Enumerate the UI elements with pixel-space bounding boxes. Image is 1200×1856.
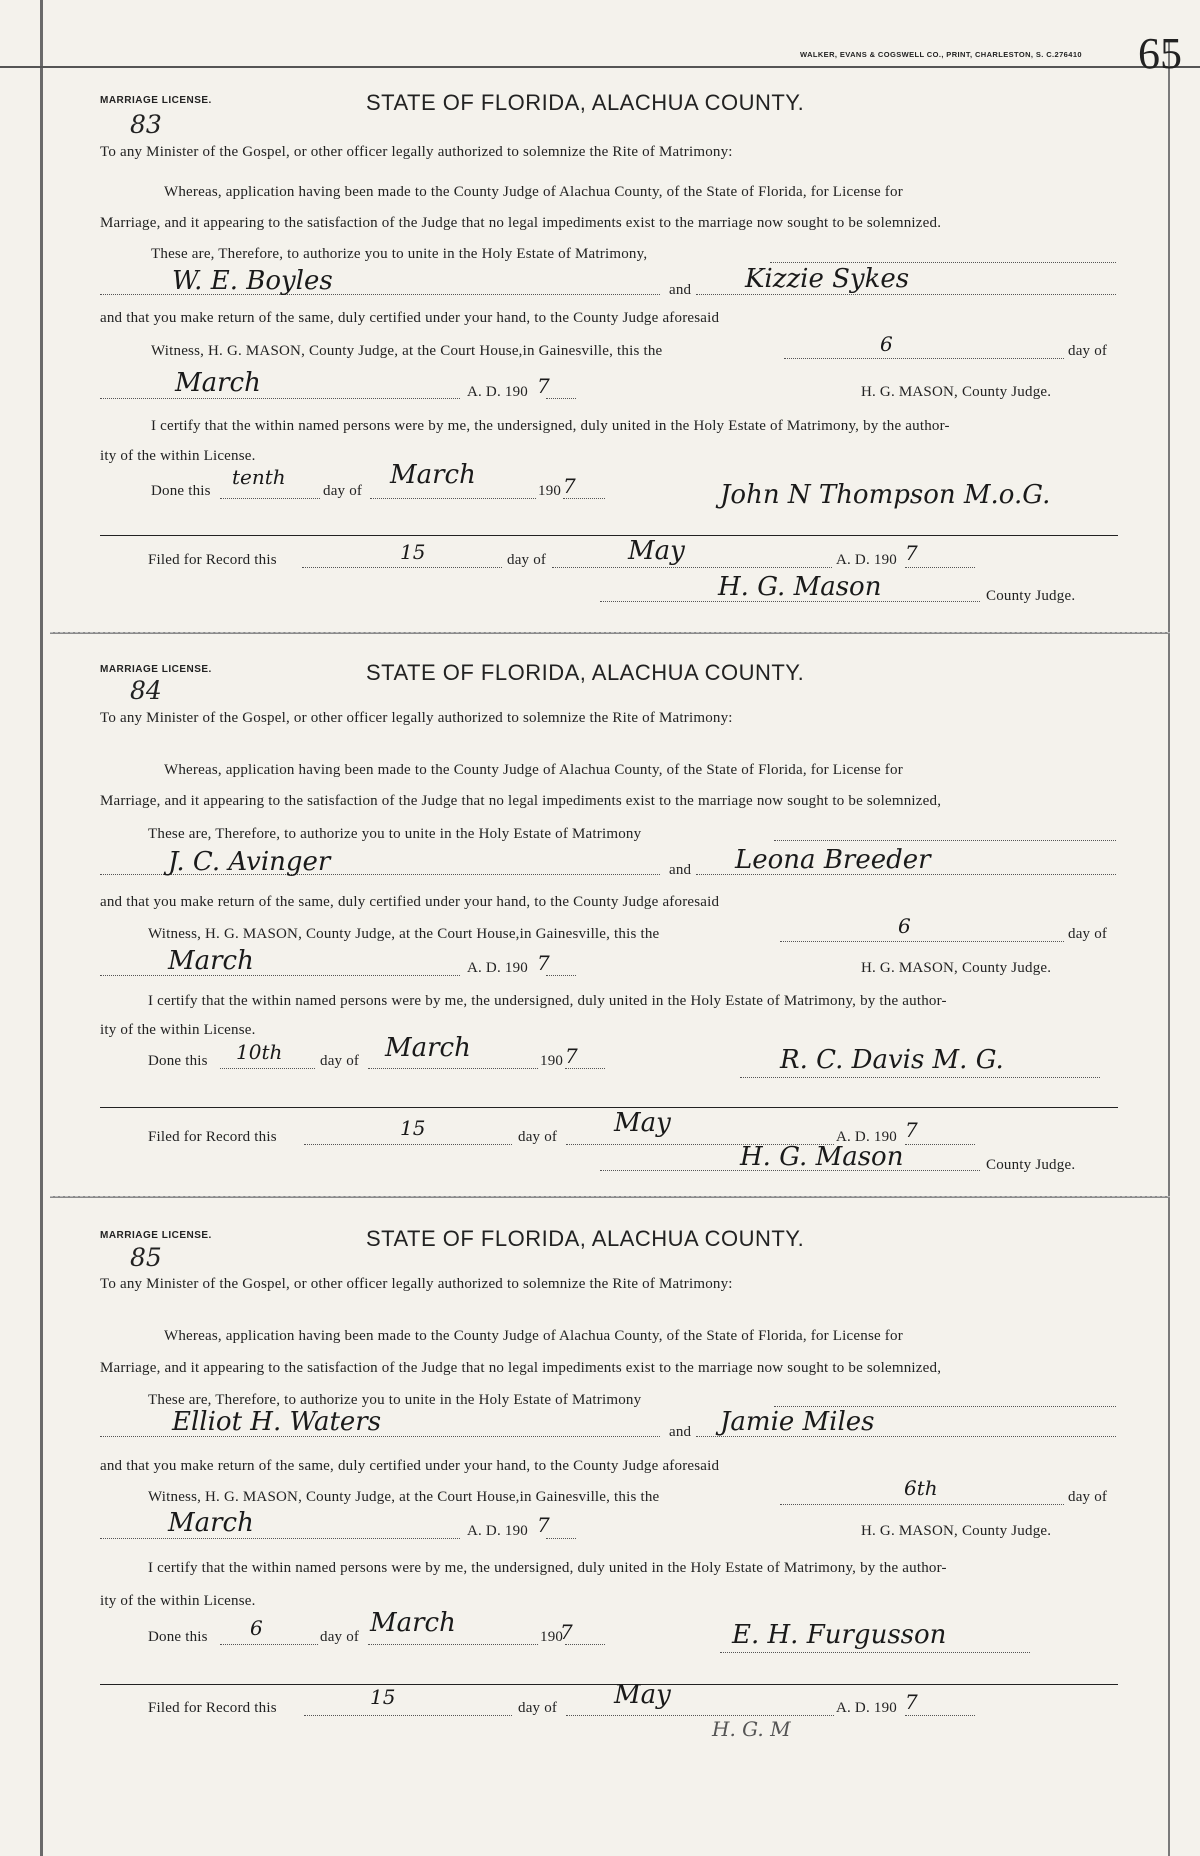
done-this-label: Done this — [151, 483, 211, 499]
done-day-blank — [220, 498, 320, 499]
day-of-label: day of — [1068, 343, 1108, 359]
filed-year-blank — [905, 1715, 975, 1716]
filed-label: Filed for Record this — [148, 1700, 277, 1716]
judge-signature-label: H. G. MASON, County Judge. — [861, 1523, 1052, 1539]
page-number: 65 — [1138, 29, 1182, 78]
therefore-line: These are, Therefore, to authorize you to unite in the Holy Estate of Matrimony — [148, 826, 642, 842]
issue-day: 6th — [904, 1476, 938, 1500]
license-number: 83 — [130, 110, 162, 139]
issue-year-blank — [546, 1538, 576, 1539]
license-number: 84 — [130, 676, 162, 705]
return-line: and that you make return of the same, duly certified under your hand, to the County Judge aforesaid — [100, 310, 720, 326]
issue-month: March — [175, 368, 261, 398]
witness-line: Witness, H. G. MASON, County Judge, at the Court House,in Gainesville, this the — [148, 1489, 660, 1505]
filed-day-of-label: day of — [518, 1700, 558, 1716]
ad-label: A. D. 190 — [467, 1523, 528, 1539]
done-year-digit: 7 — [565, 1044, 578, 1068]
done-this-label: Done this — [148, 1053, 208, 1069]
whereas-line-1: Whereas, application having been made to the County Judge of Alachua County, of the State of Florida, for License for — [164, 1328, 903, 1344]
done-month: March — [370, 1608, 456, 1638]
witness-line: Witness, H. G. MASON, County Judge, at the Court House,in Gainesville, this the — [148, 926, 660, 942]
done-month-blank — [368, 1068, 538, 1069]
issue-year-blank — [546, 975, 576, 976]
done-day: 10th — [236, 1040, 283, 1064]
issue-year-digit: 7 — [537, 1513, 550, 1537]
county-judge-label: County Judge. — [986, 588, 1076, 604]
issue-month: March — [168, 1508, 254, 1538]
done-day-of-label: day of — [320, 1053, 360, 1069]
filed-label: Filed for Record this — [148, 552, 277, 568]
bride-name: Jamie Miles — [720, 1407, 875, 1437]
issue-year-digit: 7 — [537, 374, 550, 398]
done-year-blank — [563, 498, 605, 499]
bride-name: Kizzie Sykes — [745, 264, 910, 294]
issue-month-blank — [100, 975, 460, 976]
done-day: 6 — [250, 1616, 263, 1640]
officiant-blank — [720, 1652, 1030, 1653]
whereas-line-2: Marriage, and it appearing to the satisfaction of the Judge that no legal impediments exist to the marriage now sought to be solemnized, — [100, 793, 942, 809]
filed-ad-label: A. D. 190 — [836, 1700, 897, 1716]
filed-day-of-label: day of — [518, 1129, 558, 1145]
filed-label: Filed for Record this — [148, 1129, 277, 1145]
done-month-blank — [368, 1644, 538, 1645]
issue-day-blank — [780, 1504, 1064, 1505]
filed-year-blank — [905, 567, 975, 568]
filed-rule — [100, 535, 1118, 536]
filed-judge-signature: H. G. Mason — [718, 572, 882, 602]
filed-judge-signature: H. G. Mason — [740, 1142, 904, 1172]
done-month: March — [385, 1033, 471, 1063]
filed-month-blank — [552, 567, 832, 568]
issue-day-blank — [780, 941, 1064, 942]
and-label: and — [669, 862, 692, 878]
printer-imprint: WALKER, EVANS & COGSWELL CO., PRINT, CHARLESTON, S. C.276410 — [800, 50, 1082, 59]
filed-day-blank — [304, 1715, 512, 1716]
therefore-line: These are, Therefore, to authorize you to unite in the Holy Estate of Matrimony — [148, 1392, 642, 1408]
officiant-signature: R. C. Davis M. G. — [780, 1045, 1004, 1075]
filed-year-digit: 7 — [905, 1690, 918, 1714]
page-right-edge — [1168, 40, 1170, 1856]
whereas-line-2: Marriage, and it appearing to the satisfaction of the Judge that no legal impediments exist to the marriage now sought to be solemnized. — [100, 215, 942, 231]
filed-day-blank — [302, 567, 502, 568]
license-number: 85 — [130, 1243, 162, 1272]
filed-year-digit: 7 — [905, 1118, 918, 1142]
done-month: March — [390, 460, 476, 490]
done-day-blank — [220, 1068, 315, 1069]
whereas-line-1: Whereas, application having been made to the County Judge of Alachua County, of the State of Florida, for License for — [164, 184, 903, 200]
address-line: To any Minister of the Gospel, or other officer legally authorized to solemnize the Rite of Matrimony: — [100, 1276, 733, 1292]
done-year-blank — [565, 1068, 605, 1069]
issue-day: 6 — [898, 914, 911, 938]
done-year-label: 190 — [540, 1053, 564, 1069]
done-year-digit: 7 — [563, 474, 576, 498]
officiant-signature: E. H. Furgusson — [732, 1620, 947, 1650]
therefore-line: These are, Therefore, to authorize you to unite in the Holy Estate of Matrimony, — [151, 246, 648, 262]
certify-line-2: ity of the within License. — [100, 1022, 256, 1038]
issue-year-digit: 7 — [537, 951, 550, 975]
issue-day-blank — [784, 358, 1064, 359]
filed-day-blank — [304, 1144, 512, 1145]
state-title: STATE OF FLORIDA, ALACHUA COUNTY. — [366, 660, 805, 685]
done-year-label: 190 — [538, 483, 562, 499]
done-month-blank — [370, 498, 536, 499]
groom-name: J. C. Avinger — [168, 847, 331, 877]
filed-day: 15 — [400, 1116, 426, 1140]
done-year-blank — [565, 1644, 605, 1645]
filed-day-of-label: day of — [507, 552, 547, 568]
page-left-edge — [40, 0, 43, 1856]
state-title: STATE OF FLORIDA, ALACHUA COUNTY. — [366, 1226, 805, 1251]
certify-line-1: I certify that the within named persons were by me, the undersigned, duly united in the Holy Estate of Matrimony, by the author- — [148, 1560, 947, 1576]
issue-day: 6 — [880, 332, 893, 356]
return-line: and that you make return of the same, duly certified under your hand, to the County Judge aforesaid — [100, 894, 720, 910]
ad-label: A. D. 190 — [467, 384, 528, 400]
and-label: and — [669, 282, 692, 298]
judge-signature-label: H. G. MASON, County Judge. — [861, 384, 1052, 400]
done-day-of-label: day of — [323, 483, 363, 499]
groom-name: W. E. Boyles — [172, 266, 333, 296]
done-year-digit: 7 — [560, 1620, 573, 1644]
filed-rule — [100, 1107, 1118, 1108]
filed-year-digit: 7 — [905, 541, 918, 565]
filed-month: May — [614, 1108, 671, 1138]
judge-signature-label: H. G. MASON, County Judge. — [861, 960, 1052, 976]
issue-month-blank — [100, 398, 460, 399]
done-day-of-label: day of — [320, 1629, 360, 1645]
record-separator — [50, 632, 1170, 634]
filed-judge-signature: H. G. M — [712, 1717, 791, 1741]
bride-name: Leona Breeder — [735, 845, 931, 875]
certify-line-1: I certify that the within named persons were by me, the undersigned, duly united in the Holy Estate of Matrimony, by the author- — [151, 418, 950, 434]
certify-line-2: ity of the within License. — [100, 1593, 256, 1609]
address-line: To any Minister of the Gospel, or other officer legally authorized to solemnize the Rite of Matrimony: — [100, 710, 733, 726]
state-title: STATE OF FLORIDA, ALACHUA COUNTY. — [366, 90, 805, 115]
bride-blank — [696, 294, 1116, 295]
license-label: MARRIAGE LICENSE. — [100, 664, 212, 675]
filed-ad-label: A. D. 190 — [836, 552, 897, 568]
license-label: MARRIAGE LICENSE. — [100, 1230, 212, 1241]
groom-name: Elliot H. Waters — [172, 1407, 382, 1437]
filed-month: May — [628, 536, 685, 566]
issue-month: March — [168, 946, 254, 976]
issue-year-blank — [546, 398, 576, 399]
address-line: To any Minister of the Gospel, or other officer legally authorized to solemnize the Rite of Matrimony: — [100, 144, 733, 160]
filed-day: 15 — [400, 540, 426, 564]
therefore-blank — [770, 262, 1116, 263]
whereas-line-2: Marriage, and it appearing to the satisfaction of the Judge that no legal impediments exist to the marriage now sought to be solemnized, — [100, 1360, 942, 1376]
filed-month-blank — [566, 1715, 834, 1716]
filed-year-blank — [905, 1144, 975, 1145]
officiant-signature: John N Thompson M.o.G. — [720, 480, 1051, 510]
license-label: MARRIAGE LICENSE. — [100, 95, 212, 106]
filed-month: May — [614, 1680, 671, 1710]
ad-label: A. D. 190 — [467, 960, 528, 976]
issue-month-blank — [100, 1538, 460, 1539]
and-label: and — [669, 1424, 692, 1440]
filed-rule — [100, 1684, 1118, 1685]
done-year-label: 190 — [540, 1629, 564, 1645]
whereas-line-1: Whereas, application having been made to the County Judge of Alachua County, of the State of Florida, for License for — [164, 762, 903, 778]
filed-ad-label: A. D. 190 — [836, 1129, 897, 1145]
done-this-label: Done this — [148, 1629, 208, 1645]
return-line: and that you make return of the same, duly certified under your hand, to the County Judge aforesaid — [100, 1458, 720, 1474]
certify-line-2: ity of the within License. — [100, 448, 256, 464]
day-of-label: day of — [1068, 926, 1108, 942]
witness-line: Witness, H. G. MASON, County Judge, at the Court House,in Gainesville, this the — [151, 343, 663, 359]
header-rule — [0, 66, 1200, 68]
county-judge-label: County Judge. — [986, 1157, 1076, 1173]
record-separator — [50, 1196, 1170, 1198]
day-of-label: day of — [1068, 1489, 1108, 1505]
done-day: tenth — [232, 465, 286, 489]
filed-day: 15 — [370, 1685, 396, 1709]
officiant-blank — [740, 1077, 1100, 1078]
therefore-blank — [774, 840, 1116, 841]
certify-line-1: I certify that the within named persons were by me, the undersigned, duly united in the Holy Estate of Matrimony, by the author- — [148, 993, 947, 1009]
done-day-blank — [220, 1644, 318, 1645]
